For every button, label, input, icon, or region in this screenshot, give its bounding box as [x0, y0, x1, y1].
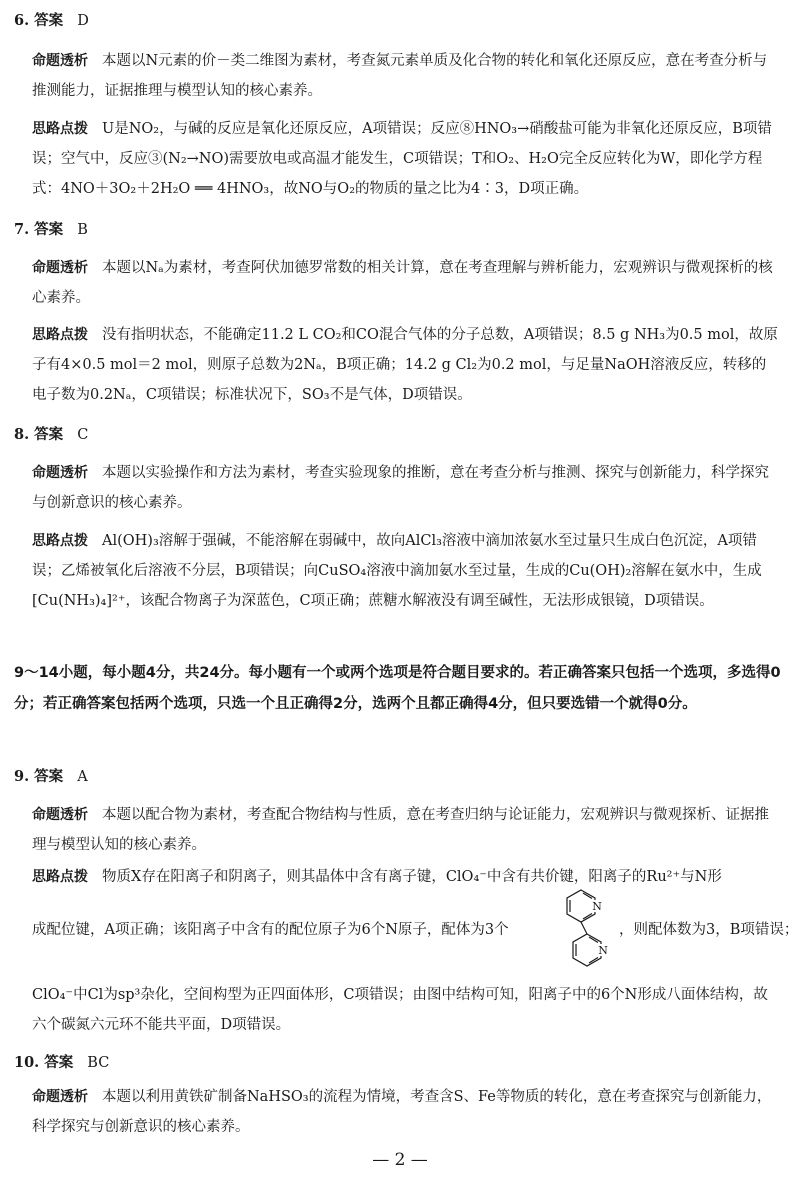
q6-hint-label: 思路点拨: [32, 121, 88, 137]
scoring-rule: 9～14小题，每小题4分，共24分。每小题有一个或两个选项是符合题目要求的。若正确答案只包括一个选项，多选得0分；若正确答案包括两个选项，只选一个且正确得2分，选两个且都正确得4分，但只要选错一个就得0分。: [14, 665, 781, 712]
q6-analysis: [32, 46, 780, 106]
q7-hint: [32, 320, 780, 410]
q8-analysis-text: 本题以实验操作和方法为素材，考查实验现象的推断，意在考查分析与推测、探究与创新能力，科学探究与创新意识的核心素养。: [32, 465, 769, 511]
q6-hint: [32, 114, 780, 204]
lower-pyridine-ring: [573, 934, 601, 966]
q8-analysis: [32, 458, 780, 518]
q10-answer: [14, 1048, 762, 1078]
q9-answer-value: A: [77, 769, 88, 785]
q6-hint-text: U是NO₂，与碱的反应是氧化还原反应，A项错误；反应⑧HNO₃→硝酸盐可能为非氧化还原反应，B项错误；空气中，反应③(N₂→NO)需要放电或高温才能发生，C项错误；T和O₂、H₂O完全反应转化为W，即化学方程式：4NO＋3O₂＋2H₂O ══ 4HNO₃，故NO与O₂的物质的量之比为4∶3，D项正确。: [32, 121, 772, 197]
bipyridine-structure: [559, 884, 615, 974]
q9-answer-label: 9. 答案: [14, 768, 64, 785]
q6-answer: [14, 6, 762, 36]
q7-answer-value: B: [77, 222, 88, 238]
q9-analysis-text: 本题以配合物为素材，考查配合物结构与性质，意在考查归纳与论证能力，宏观辨识与微观探析、证据推理与模型认知的核心素养。: [32, 807, 769, 853]
q8-answer-value: C: [77, 427, 89, 443]
q8-answer-label: 8. 答案: [14, 426, 64, 443]
q9-hint-label: 思路点拨: [32, 869, 88, 885]
q10-analysis-label: 命题透析: [32, 1089, 88, 1105]
q8-hint-text: Al(OH)₃溶解于强碱，不能溶解在弱碱中，故向AlCl₃溶液中滴加浓氨水至过量只生成白色沉淀，A项错误；乙烯被氧化后溶液不分层，B项错误；向CuSO₄溶液中滴加氨水至过量，生成的Cu(OH)₂溶解在氨水中，生成[Cu(NH₃)₄]²⁺，该配合物离子为深蓝色，C项正确；蔗糖水解液没有调至碱性，无法形成银镜，D项错误。: [32, 533, 762, 609]
q8-analysis-label: 命题透析: [32, 465, 88, 481]
q9-hint-text-1: 物质X存在阳离子和阴离子，则其晶体中含有离子键，ClO₄⁻中含有共价键，阳离子的Ru²⁺与N形: [102, 869, 722, 885]
q7-hint-text: 没有指明状态，不能确定11.2 L CO₂和CO混合气体的分子总数，A项错误；8.5 g NH₃为0.5 mol，故原子有4×0.5 mol＝2 mol，则原子总数为2Nₐ，B项正确；14.2 g Cl₂为0.2 mol，与足量NaOH溶液反应，转移的电子数为0.2Nₐ，C项错误；标准状况下，SO₃不是气体，D项错误。: [32, 327, 778, 403]
q9-hint-rest: ClO₄⁻中Cl为sp³杂化，空间构型为正四面体形，C项错误；由图中结构可知，阳离子中的6个N形成八面体结构，故六个碳氮六元环不能共平面，D项错误。: [32, 987, 768, 1033]
q6-answer-label: 6. 答案: [14, 12, 64, 29]
mol-atom-n-1: N: [592, 900, 602, 913]
q9-hint-line2-tail: ，则配体数为3，B项错误；: [619, 922, 799, 938]
q10-analysis-text: 本题以利用黄铁矿制备NaHSO₃的流程为情境，考查含S、Fe等物质的转化，意在考查探究与创新能力，科学探究与创新意识的核心素养。: [32, 1089, 772, 1135]
q6-answer-value: D: [77, 13, 89, 29]
q8-hint-label: 思路点拨: [32, 533, 88, 549]
q7-analysis-label: 命题透析: [32, 260, 88, 276]
q7-answer: [14, 215, 762, 245]
q7-answer-label: 7. 答案: [14, 221, 64, 238]
page-number: — 2 —: [372, 1150, 428, 1170]
q9-analysis-label: 命题透析: [32, 807, 88, 823]
q8-answer: [14, 420, 762, 450]
q6-analysis-text: 本题以N元素的价－类二维图为素材，考查氮元素单质及化合物的转化和氧化还原反应，意在考查分析与推测能力，证据推理与模型认知的核心素养。: [32, 53, 768, 99]
q10-answer-label: 10. 答案: [14, 1054, 74, 1071]
q8-hint: [32, 526, 780, 616]
q7-analysis-text: 本题以Nₐ为素材，考查阿伏加德罗常数的相关计算，意在考查理解与辨析能力，宏观辨识与微观探析的核心素养。: [32, 260, 773, 306]
q6-analysis-label: 命题透析: [32, 53, 88, 69]
q9-answer: [14, 762, 762, 792]
mol-atom-n-2: N: [598, 944, 608, 957]
q9-hint-line1: [32, 862, 780, 892]
q7-hint-label: 思路点拨: [32, 327, 88, 343]
q9-analysis: [32, 800, 780, 860]
q7-analysis: [32, 253, 780, 313]
q10-answer-value: BC: [87, 1055, 110, 1071]
ring-link-bond: [581, 922, 587, 934]
upper-pyridine-ring: [567, 890, 595, 922]
q9-hint-line2: 成配位键，A项正确；该阳离子中含有的配位原子为6个N原子，配体为3个: [32, 922, 509, 938]
q10-analysis: [32, 1082, 780, 1142]
